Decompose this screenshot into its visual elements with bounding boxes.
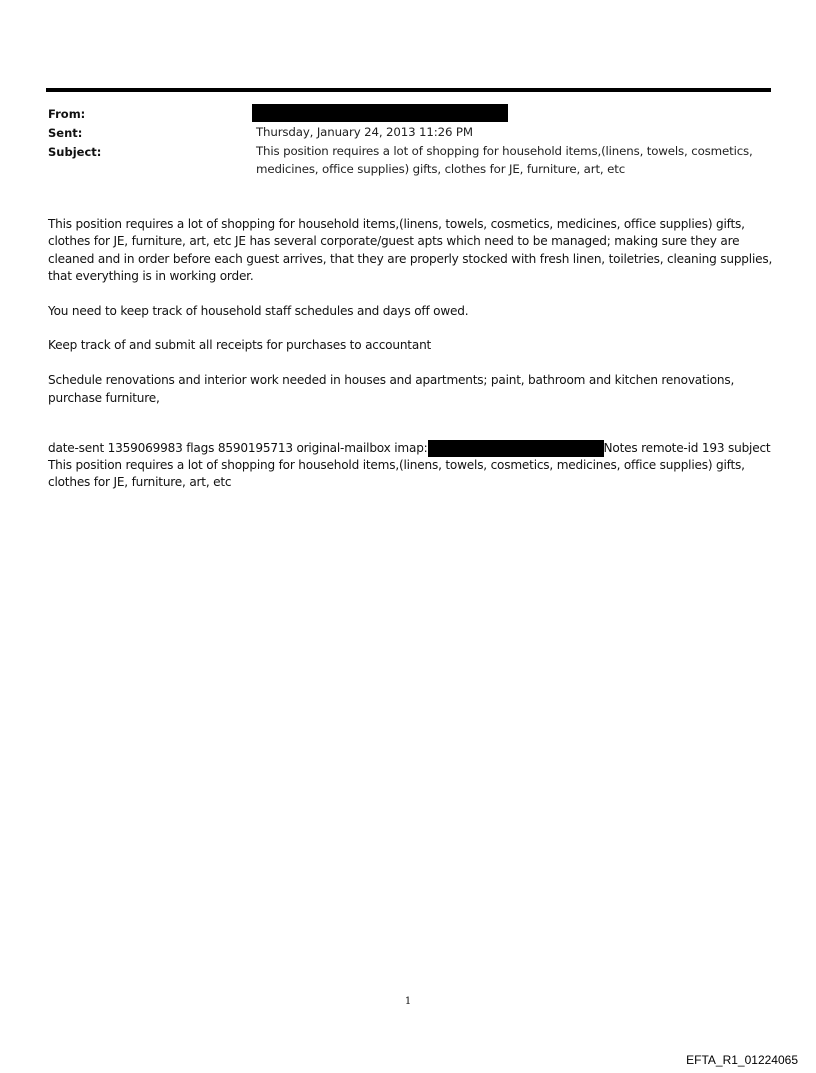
redaction-bar bbox=[428, 440, 604, 457]
bates-number: EFTA_R1_01224065 bbox=[686, 1053, 798, 1067]
body-paragraph: Schedule renovations and interior work needed in houses and apartments; paint, bathroom and kitchen renovations, purchase furniture, bbox=[48, 373, 735, 405]
metadata-paragraph bbox=[48, 440, 774, 492]
metadata-text-start: date-sent 1359069983 flags 8590195713 original-mailbox imap: bbox=[48, 440, 428, 455]
body-paragraph: You need to keep track of household staff schedules and days off owed. bbox=[48, 303, 469, 318]
body-paragraph: Keep track of and submit all receipts for purchases to accountant bbox=[48, 338, 432, 353]
from-label: From: bbox=[48, 107, 86, 121]
sent-value: Thursday, January 24, 2013 11:26 PM bbox=[256, 125, 473, 139]
body-paragraph: This position requires a lot of shopping for household items,(linens, towels, cosmetics, medicines, office supplies) gifts, clothes for JE, furniture, art, etc JE has several corporate/guest apts which need to be managed; making sure they are cleaned and in order before each guest arrives, that they are properly stocked with fresh linen, toiletries, cleaning supplies, that everything is in working order. bbox=[48, 217, 773, 283]
sent-row bbox=[48, 123, 774, 142]
header-divider bbox=[46, 88, 771, 92]
metadata-text-end: Notes remote-id 193 subject This position requires a lot of shopping for household items,(linens, towels, cosmetics, medicines, office supplies) gifts, clothes for JE, furniture, art, etc bbox=[48, 440, 771, 490]
subject-row bbox=[48, 142, 774, 178]
from-row bbox=[48, 104, 774, 123]
from-value bbox=[256, 104, 774, 122]
redaction-bar bbox=[252, 104, 508, 122]
sent-label: Sent: bbox=[48, 126, 83, 140]
email-header bbox=[48, 104, 774, 178]
subject-label: Subject: bbox=[48, 145, 102, 159]
page-number: 1 bbox=[404, 996, 412, 1007]
subject-value: This position requires a lot of shopping for household items,(linens, towels, cosmetics, medicines, office supplies) gifts, clothes for JE, furniture, art, etc bbox=[256, 144, 753, 176]
email-body bbox=[48, 216, 774, 509]
